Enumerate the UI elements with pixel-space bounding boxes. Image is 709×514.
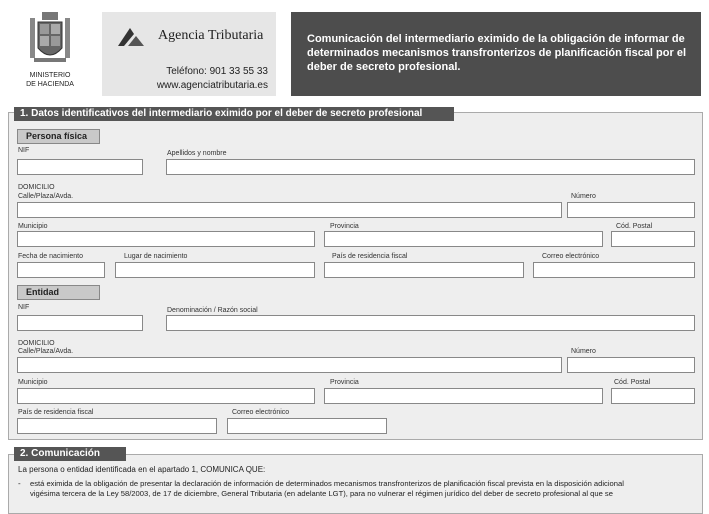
pf-provincia-input[interactable] xyxy=(324,231,603,247)
pf-municipio-label: Municipio xyxy=(18,223,48,230)
bullet1-line2: vigésima tercera de la Ley 58/2003, de 17 de diciembre, General Tributaria (en adelante LGT), para no vulnerar el régimen jurídico del deber de secreto profesional al que se xyxy=(30,489,613,498)
pf-correo-label: Correo electrónico xyxy=(542,253,600,260)
ent-paisres-input[interactable] xyxy=(17,418,217,434)
ent-nif-input[interactable] xyxy=(17,315,143,331)
ent-domicilio-label: DOMICILIO xyxy=(18,340,55,347)
pf-numero-label: Número xyxy=(571,193,596,200)
bullet1-line1: está eximida de la obligación de presentar la declaración de información de determinados mecanismos transfronterizos de planificación fiscal prevista en la disposición adicional xyxy=(30,479,624,488)
ent-denominacion-input[interactable] xyxy=(166,315,695,331)
pf-apellidos-label: Apellidos y nombre xyxy=(167,150,227,157)
pf-domicilio-label: DOMICILIO xyxy=(18,184,55,191)
coat-of-arms-icon xyxy=(28,10,72,66)
agency-logo-icon xyxy=(116,26,146,48)
ent-numero-input[interactable] xyxy=(567,357,695,373)
agency-phone: Teléfono: 901 33 55 33 xyxy=(166,66,268,77)
pf-apellidos-input[interactable] xyxy=(166,159,695,175)
ent-correo-input[interactable] xyxy=(227,418,387,434)
pf-numero-input[interactable] xyxy=(567,202,695,218)
tab-entidad: Entidad xyxy=(17,285,100,300)
pf-codpostal-label: Cód. Postal xyxy=(616,223,653,230)
pf-calle-label: Calle/Plaza/Avda. xyxy=(18,193,74,200)
pf-paisres-input[interactable] xyxy=(324,262,524,278)
ent-correo-label: Correo electrónico xyxy=(232,409,290,416)
ent-nif-label: NIF xyxy=(18,304,30,311)
ent-provincia-input[interactable] xyxy=(324,388,603,404)
comunica-intro: La persona o entidad identificada en el apartado 1, COMUNICA QUE: xyxy=(18,465,266,474)
pf-calle-input[interactable] xyxy=(17,202,562,218)
pf-nif-input[interactable] xyxy=(17,159,143,175)
pf-fechanac-label: Fecha de nacimiento xyxy=(18,253,83,260)
pf-lugarnac-label: Lugar de nacimiento xyxy=(124,253,188,260)
pf-municipio-input[interactable] xyxy=(17,231,315,247)
pf-correo-input[interactable] xyxy=(533,262,695,278)
agency-box xyxy=(102,12,276,96)
ent-provincia-label: Provincia xyxy=(330,379,359,386)
ent-calle-input[interactable] xyxy=(17,357,562,373)
pf-provincia-label: Provincia xyxy=(330,223,359,230)
agency-name: Agencia Tributaria xyxy=(158,28,264,43)
agency-website: www.agenciatributaria.es xyxy=(156,80,268,91)
ent-paisres-label: País de residencia fiscal xyxy=(18,409,94,416)
pf-fechanac-input[interactable] xyxy=(17,262,105,278)
ent-calle-label: Calle/Plaza/Avda. xyxy=(18,348,74,355)
ministry-logo xyxy=(14,10,86,96)
ent-municipio-label: Municipio xyxy=(18,379,48,386)
section-1-title: 1. Datos identificativos del intermediario eximido por el deber de secreto profesional xyxy=(14,107,454,121)
ent-denominacion-label: Denominación / Razón social xyxy=(167,307,258,314)
form-title: Comunicación del intermediario eximido de la obligación de informar de determinados mecanismos transfronterizos de planificación fiscal por el deber de secreto profesional. xyxy=(307,33,686,73)
ministry-name-line2: DE HACIENDA xyxy=(26,81,74,88)
ent-municipio-input[interactable] xyxy=(17,388,315,404)
tab-persona-fisica: Persona física xyxy=(17,129,100,144)
pf-codpostal-input[interactable] xyxy=(611,231,695,247)
pf-paisres-label: País de residencia fiscal xyxy=(332,253,408,260)
bullet-dash: - xyxy=(18,479,21,488)
ministry-name-line1: MINISTERIO xyxy=(29,72,71,79)
ent-codpostal-label: Cód. Postal xyxy=(614,379,651,386)
pf-nif-label: NIF xyxy=(18,147,30,154)
section-2-title: 2. Comunicación xyxy=(14,447,126,461)
pf-lugarnac-input[interactable] xyxy=(115,262,315,278)
ent-numero-label: Número xyxy=(571,348,596,355)
ent-codpostal-input[interactable] xyxy=(611,388,695,404)
form-title-box xyxy=(291,12,701,96)
